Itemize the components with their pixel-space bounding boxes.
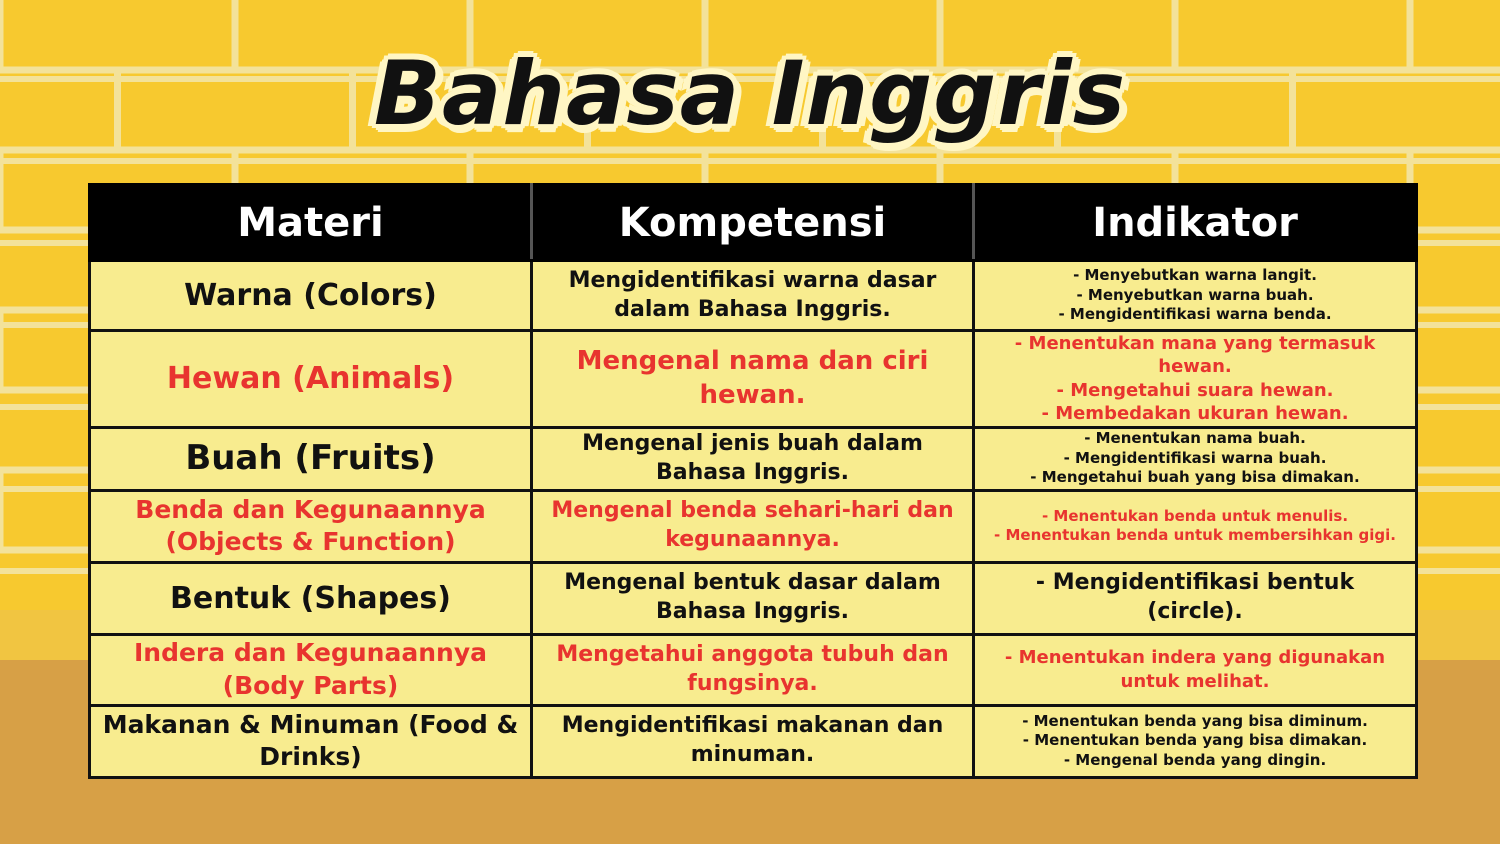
- indikator-item: - Mengidentifikasi warna benda.: [1058, 305, 1332, 324]
- table-row: [90, 261, 1417, 331]
- materi-cell: Benda dan Kegunaannya (Objects & Function): [90, 490, 532, 562]
- indikator-item: - Mengidentifikasi bentuk (circle).: [1035, 570, 1355, 625]
- materi-cell: Buah (Fruits): [90, 427, 532, 490]
- indikator-item: - Menyebutkan warna langit.: [1073, 266, 1317, 285]
- kompetensi-cell: Mengidentifikasi makanan dan minuman.: [532, 705, 974, 777]
- indikator-item: - Mengetahui suara hewan.: [1056, 379, 1334, 401]
- indikator-cell: [974, 427, 1417, 490]
- table-row: [90, 562, 1417, 634]
- kompetensi-cell: Mengenal nama dan ciri hewan.: [532, 331, 974, 428]
- table-row: [90, 634, 1417, 705]
- materi-cell: Bentuk (Shapes): [90, 562, 532, 634]
- indikator-item: - Menentukan benda untuk membersihkan gigi.: [994, 526, 1396, 545]
- indikator-item: - Menentukan mana yang termasuk hewan.: [1014, 333, 1376, 378]
- kompetensi-cell: Mengidentifikasi warna dasar dalam Bahasa Inggris.: [532, 261, 974, 331]
- indikator-cell: [974, 261, 1417, 331]
- indikator-cell: [974, 634, 1417, 705]
- materi-cell: Hewan (Animals): [90, 331, 532, 428]
- indikator-item: - Menentukan nama buah.: [1084, 429, 1306, 448]
- materi-cell: Warna (Colors): [90, 261, 532, 331]
- indikator-item: - Menentukan benda yang bisa dimakan.: [1022, 731, 1368, 750]
- table-row: [90, 427, 1417, 490]
- table-header-row: [90, 185, 1417, 261]
- indikator-cell: [974, 562, 1417, 634]
- indikator-item: - Mengetahui buah yang bisa dimakan.: [1030, 468, 1360, 487]
- curriculum-table: [88, 183, 1418, 779]
- indikator-cell: [974, 331, 1417, 428]
- kompetensi-cell: Mengenal benda sehari-hari dan kegunaannya.: [532, 490, 974, 562]
- header-indikator: Indikator: [974, 185, 1417, 261]
- indikator-item: - Menentukan indera yang digunakan untuk melihat.: [1004, 647, 1386, 692]
- indikator-item: - Menentukan benda untuk menulis.: [1041, 506, 1349, 525]
- indikator-item: - Menyebutkan warna buah.: [1076, 285, 1314, 304]
- indikator-item: - Mengidentifikasi warna buah.: [1063, 448, 1327, 467]
- header-kompetensi: Kompetensi: [532, 185, 974, 261]
- kompetensi-cell: Mengenal jenis buah dalam Bahasa Inggris.: [532, 427, 974, 490]
- table-row: [90, 490, 1417, 562]
- kompetensi-cell: Mengenal bentuk dasar dalam Bahasa Inggris.: [532, 562, 974, 634]
- materi-cell: Makanan & Minuman (Food & Drinks): [90, 705, 532, 777]
- page-title: Bahasa Inggris: [373, 42, 1127, 145]
- materi-cell: Indera dan Kegunaannya (Body Parts): [90, 634, 532, 705]
- indikator-item: - Mengenal benda yang dingin.: [1063, 750, 1327, 769]
- indikator-item: - Membedakan ukuran hewan.: [1041, 403, 1349, 425]
- kompetensi-cell: Mengetahui anggota tubuh dan fungsinya.: [532, 634, 974, 705]
- indikator-cell: [974, 705, 1417, 777]
- indikator-cell: [974, 490, 1417, 562]
- table-row: [90, 705, 1417, 777]
- table-row: [90, 331, 1417, 428]
- header-materi: Materi: [90, 185, 532, 261]
- indikator-item: - Menentukan benda yang bisa diminum.: [1022, 711, 1368, 730]
